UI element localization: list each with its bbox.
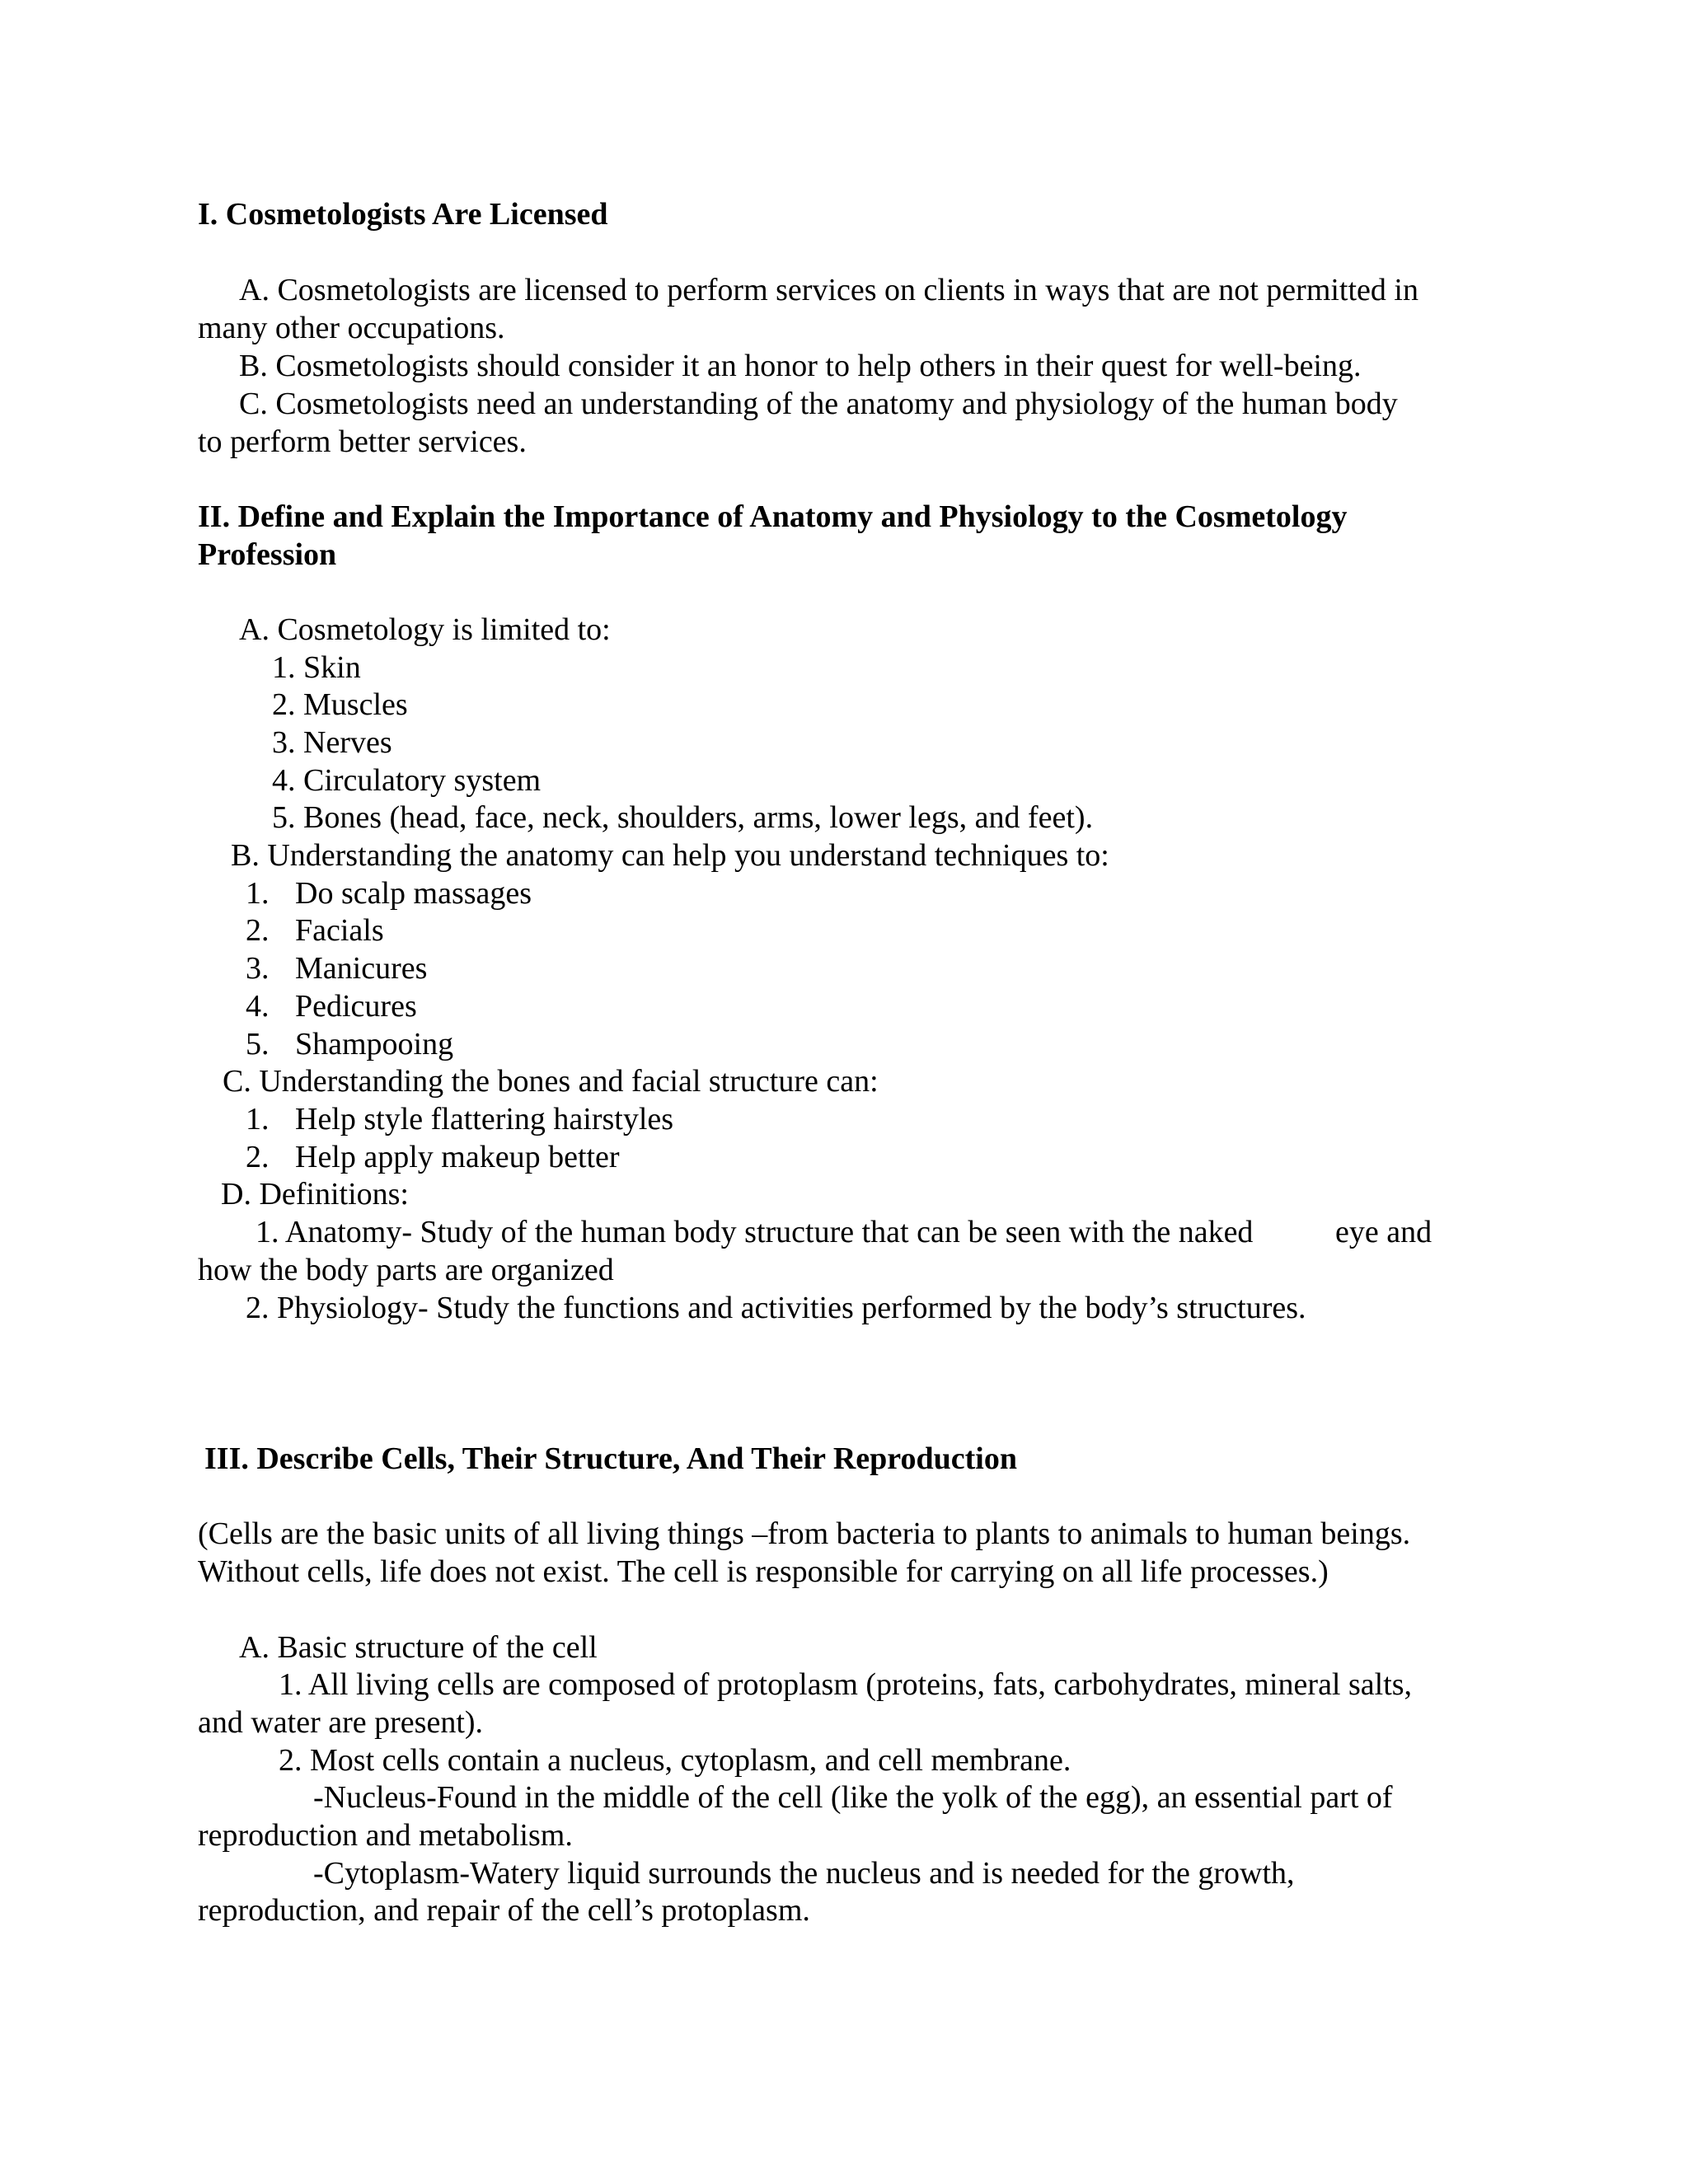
- definition-anatomy-line-1-end: eye and: [1335, 1215, 1432, 1249]
- section-2-b-item-1: Do scalp massages: [295, 876, 532, 911]
- nucleus-definition-line-1: -Nucleus-Found in the middle of the cell (like the yolk of the egg), an essential part of: [313, 1780, 1393, 1815]
- nucleus-definition-line-2: reproduction and metabolism.: [198, 1818, 573, 1853]
- cytoplasm-definition-line-1: -Cytoplasm-Watery liquid surrounds the nucleus and is needed for the growth,: [313, 1856, 1295, 1891]
- section-2-a-item-5: 5. Bones (head, face, neck, shoulders, arms, lower legs, and feet).: [272, 800, 1094, 835]
- section-1-item-a-line-1: A. Cosmetologists are licensed to perform services on clients in ways that are not permitted in: [239, 273, 1418, 307]
- cytoplasm-definition-line-2: reproduction, and repair of the cell’s protoplasm.: [198, 1893, 810, 1928]
- section-3-intro-line-2: Without cells, life does not exist. The cell is responsible for carrying on all life processes.): [198, 1554, 1329, 1589]
- list-number: 5.: [246, 1027, 270, 1062]
- section-2-a-intro: A. Cosmetology is limited to:: [239, 612, 611, 647]
- definition-physiology: 2. Physiology- Study the functions and activities performed by the body’s structures.: [246, 1291, 1306, 1325]
- section-3-item-1-line-2: and water are present).: [198, 1705, 484, 1740]
- list-number: 1.: [246, 1102, 270, 1137]
- section-2-b-intro: B. Understanding the anatomy can help you understand techniques to:: [231, 838, 1109, 873]
- section-2-d-intro: D. Definitions:: [221, 1177, 409, 1212]
- section-3-item-2: 2. Most cells contain a nucleus, cytoplasm, and cell membrane.: [279, 1743, 1071, 1778]
- section-2-b-item-2: Facials: [295, 913, 384, 948]
- section-2-c-item-2: Help apply makeup better: [295, 1140, 620, 1174]
- definition-anatomy-line-1: 1. Anatomy- Study of the human body structure that can be seen with the naked: [256, 1215, 1254, 1249]
- section-2-a-item-2: 2. Muscles: [272, 687, 408, 722]
- list-number: 1.: [246, 876, 270, 911]
- section-3-item-1-line-1: 1. All living cells are composed of protoplasm (proteins, fats, carbohydrates, mineral salts,: [279, 1667, 1413, 1702]
- section-2-a-item-1: 1. Skin: [272, 650, 361, 685]
- section-2-c-intro: C. Understanding the bones and facial structure can:: [223, 1064, 879, 1099]
- section-3-a-heading: A. Basic structure of the cell: [239, 1630, 598, 1665]
- section-2-b-item-5: Shampooing: [295, 1027, 454, 1062]
- section-1-item-b: B. Cosmetologists should consider it an honor to help others in their quest for well-being.: [239, 349, 1362, 383]
- section-2-b-item-4: Pedicures: [295, 989, 417, 1024]
- definition-anatomy-line-2: how the body parts are organized: [198, 1253, 614, 1287]
- list-number: 3.: [246, 951, 270, 986]
- section-2-c-item-1: Help style flattering hairstyles: [295, 1102, 674, 1137]
- section-1-item-c-line-2: to perform better services.: [198, 424, 527, 459]
- section-2-heading-line-2: Profession: [198, 537, 337, 572]
- list-number: 2.: [246, 913, 270, 948]
- section-2-a-item-3: 3. Nerves: [272, 725, 392, 760]
- section-3-intro-line-1: (Cells are the basic units of all living things –from bacteria to plants to animals to human beings.: [198, 1516, 1411, 1551]
- section-2-a-item-4: 4. Circulatory system: [272, 763, 542, 798]
- section-2-b-item-3: Manicures: [295, 951, 428, 986]
- list-number: 4.: [246, 989, 270, 1024]
- section-1-item-a-line-2: many other occupations.: [198, 311, 505, 345]
- section-1-item-c-line-1: C. Cosmetologists need an understanding of the anatomy and physiology of the human body: [239, 387, 1398, 421]
- list-number: 2.: [246, 1140, 270, 1174]
- section-1-heading: I. Cosmetologists Are Licensed: [198, 197, 608, 232]
- section-3-heading: III. Describe Cells, Their Structure, And Their Reproduction: [204, 1441, 1017, 1476]
- section-2-heading-line-1: II. Define and Explain the Importance of Anatomy and Physiology to the Cosmetology: [198, 499, 1348, 534]
